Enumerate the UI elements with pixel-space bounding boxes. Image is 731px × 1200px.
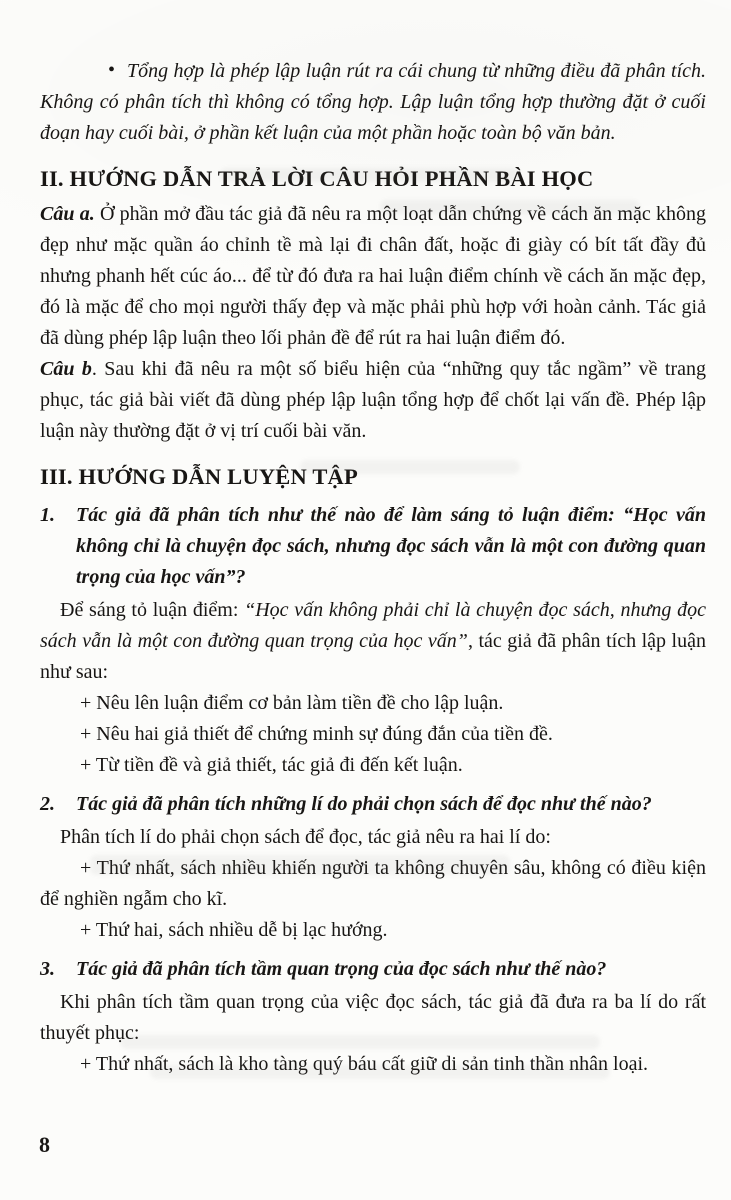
answer-3: Khi phân tích tầm quan trọng của việc đọc sách, tác giả đã đưa ra ba lí do rất thuyết phục: <box>40 991 706 1044</box>
section-heading-luyen-tap: III. HƯỚNG DẪN LUYỆN TẬP <box>40 464 358 489</box>
cau-b-label: Câu b <box>40 358 92 380</box>
question-1 <box>40 500 706 593</box>
question-3-number: 3. <box>40 958 55 980</box>
question-2 <box>40 789 706 820</box>
answer-2: Phân tích lí do phải chọn sách để đọc, tác giả nêu ra hai lí do: <box>60 826 551 848</box>
paragraph-cau-a <box>40 199 706 354</box>
answer-1-quote: “Học vấn không phải chỉ là chuyện đọc sách, nhưng đọc sách vẫn là một con đường quan trọng của học vấn” <box>40 599 706 652</box>
q2-point-1: + Thứ nhất, sách nhiều khiến người ta không chuyên sâu, không có điều kiện để nghiền ngẫm cho kĩ. <box>40 857 706 910</box>
cau-a-label: Câu a. <box>40 203 95 225</box>
answer-1 <box>40 595 706 688</box>
answer-1-pre: Để sáng tỏ luận điểm: <box>60 599 245 621</box>
answer-1-post: , tác giả đã phân tích lập luận như sau: <box>40 630 706 683</box>
q1-point-2: + Nêu hai giả thiết để chứng minh sự đúng đắn của tiền đề. <box>80 723 553 745</box>
q3-point-1: + Thứ nhất, sách là kho tàng quý báu cất giữ di sản tinh thần nhân loại. <box>80 1053 649 1075</box>
q2-point-2: + Thứ hai, sách nhiều dễ bị lạc hướng. <box>80 919 388 941</box>
question-2-number: 2. <box>40 793 55 815</box>
section-heading-bai-hoc: II. HƯỚNG DẪN TRẢ LỜI CÂU HỎI PHẦN BÀI HỌC <box>40 166 594 191</box>
q1-point-1: + Nêu lên luận điểm cơ bản làm tiền đề cho lập luận. <box>80 692 504 714</box>
question-3 <box>40 954 706 985</box>
question-2-text: Tác giả đã phân tích những lí do phải chọn sách để đọc như thế nào? <box>76 793 652 815</box>
question-3-text: Tác giả đã phân tích tầm quan trọng của đọc sách như thế nào? <box>76 958 607 980</box>
question-1-number: 1. <box>40 504 55 526</box>
cau-a-text: Ở phần mở đầu tác giả đã nêu ra một loạt dẫn chứng về cách ăn mặc không đẹp như mặc quần áo chỉnh tề mà lại đi chân đất, hoặc đi giày có bít tất đầy đủ nhưng phanh hết cúc áo... để từ đó đưa ra hai luận điểm chính về cách ăn mặc đẹp, đó là mặc để cho mọi người thấy đẹp và mặc phải phù hợp với hoàn cảnh. Tác giả đã dùng phép lập luận theo lối phản đề để rút ra hai luận điểm đó. <box>40 203 706 349</box>
page-number: 8 <box>39 1132 50 1157</box>
intro-text: Tổng hợp là phép lập luận rút ra cái chung từ những điều đã phân tích. Không có phân tích thì không có tổng hợp. Lập luận tổng hợp thường đặt ở cuối đoạn hay cuối bài, ở phần kết luận của một phần hoặc toàn bộ văn bản. <box>40 60 706 144</box>
paragraph-cau-b <box>40 354 706 447</box>
intro-paragraph <box>40 56 706 149</box>
question-1-text: Tác giả đã phân tích như thế nào để làm sáng tỏ luận điểm: “Học vấn không chỉ là chuyện đọc sách, nhưng đọc sách vẫn là một con đường quan trọng của học vấn”? <box>76 504 706 588</box>
cau-b-text: . Sau khi đã nêu ra một số biểu hiện của “những quy tắc ngầm” về trang phục, tác giả bài viết đã dùng phép lập luận tổng hợp để chốt lại vấn đề. Phép lập luận này thường đặt ở vị trí cuối bài văn. <box>40 358 706 442</box>
bullet-marker: • <box>108 59 116 81</box>
q1-point-3: + Từ tiền đề và giả thiết, tác giả đi đến kết luận. <box>80 754 463 776</box>
